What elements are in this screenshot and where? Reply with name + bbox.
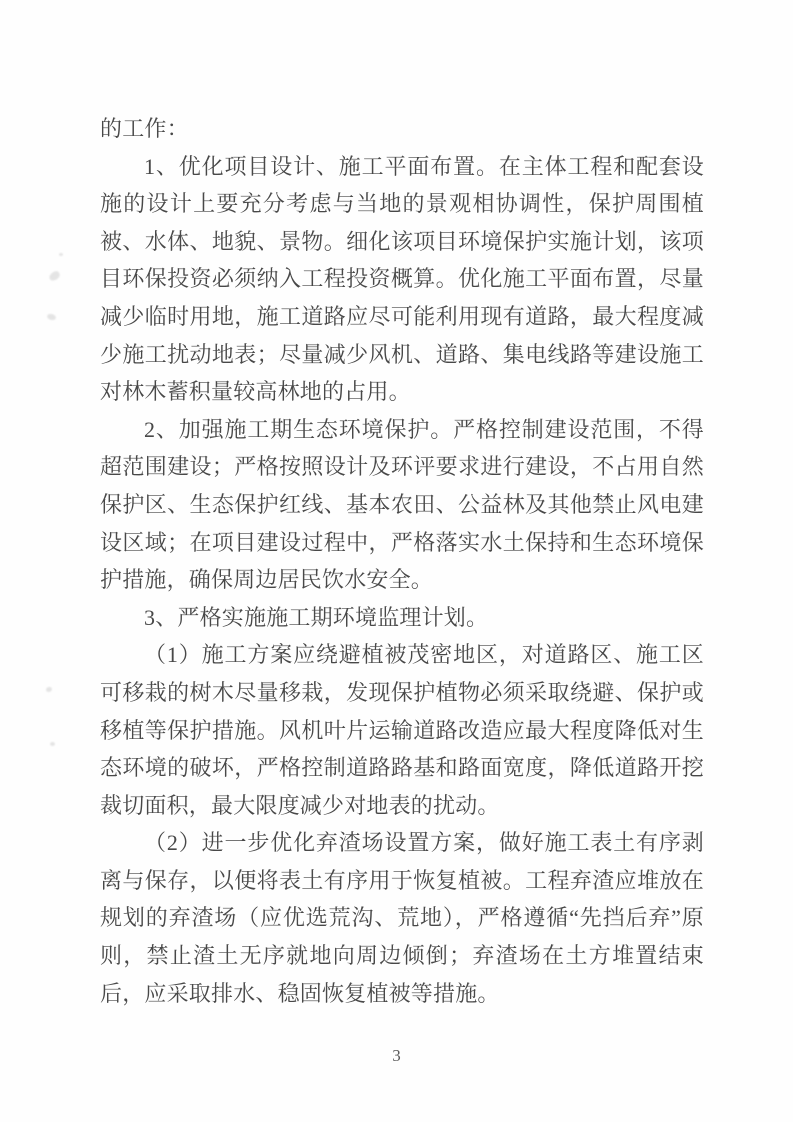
paragraph-item-3: 3、严格实施施工期环境监理计划。 (144, 604, 489, 630)
page-number: 3 (392, 1046, 401, 1065)
scan-artifact (50, 742, 55, 746)
scan-artifact (46, 313, 56, 321)
scan-artifact (45, 686, 52, 693)
paragraph-sub-item-1: （1）施工方案应绕避植被茂密地区，对道路区、施工区可移栽的树木尽量移栽，发现保护植物必须采取绕避、保护或移植等保护措施。风机叶片运输道路改造应最大程度降低对生态环境的破坏，严格控制道路路基和路面宽度，降低道路开挖裁切面积，最大限度减少对地表的扰动。 (100, 642, 704, 818)
scan-artifact (48, 270, 62, 282)
paragraph-item-1: 1、优化项目设计、施工平面布置。在主体工程和配套设施的设计上要充分考虑与当地的景观相协调性，保护周围植被、水体、地貌、景物。细化该项目环境保护实施计划，该项目环保投资必须纳入工程投资概算。优化施工平面布置，尽量减少临时用地，施工道路应尽可能利用现有道路，最大程度减少施工扰动地表；尽量减少风机、道路、集电线路等建设施工对林木蓄积量较高林地的占用。 (100, 153, 704, 405)
paragraph-item-2: 2、加强施工期生态环境保护。严格控制建设范围，不得超范围建设；严格按照设计及环评要求进行建设，不占用自然保护区、生态保护红线、基本农田、公益林及其他禁止风电建设区域；在项目建设过程中，严格落实水土保持和生态环境保护措施，确保周边居民饮水安全。 (100, 416, 704, 593)
document-body (100, 110, 704, 1012)
paragraph-continuation: 的工作： (100, 116, 189, 141)
scan-artifact (59, 253, 63, 256)
paragraph-sub-item-2: （2）进一步优化弃渣场设置方案，做好施工表土有序剥离与保存，以便将表土有序用于恢复植被。工程弃渣应堆放在规划的弃渣场（应优选荒沟、荒地），严格遵循“先挡后弃”原则，禁止渣土无序就地向周边倾倒；弃渣场在土方堆置结束后，应采取排水、稳固恢复植被等措施。 (100, 830, 704, 1006)
